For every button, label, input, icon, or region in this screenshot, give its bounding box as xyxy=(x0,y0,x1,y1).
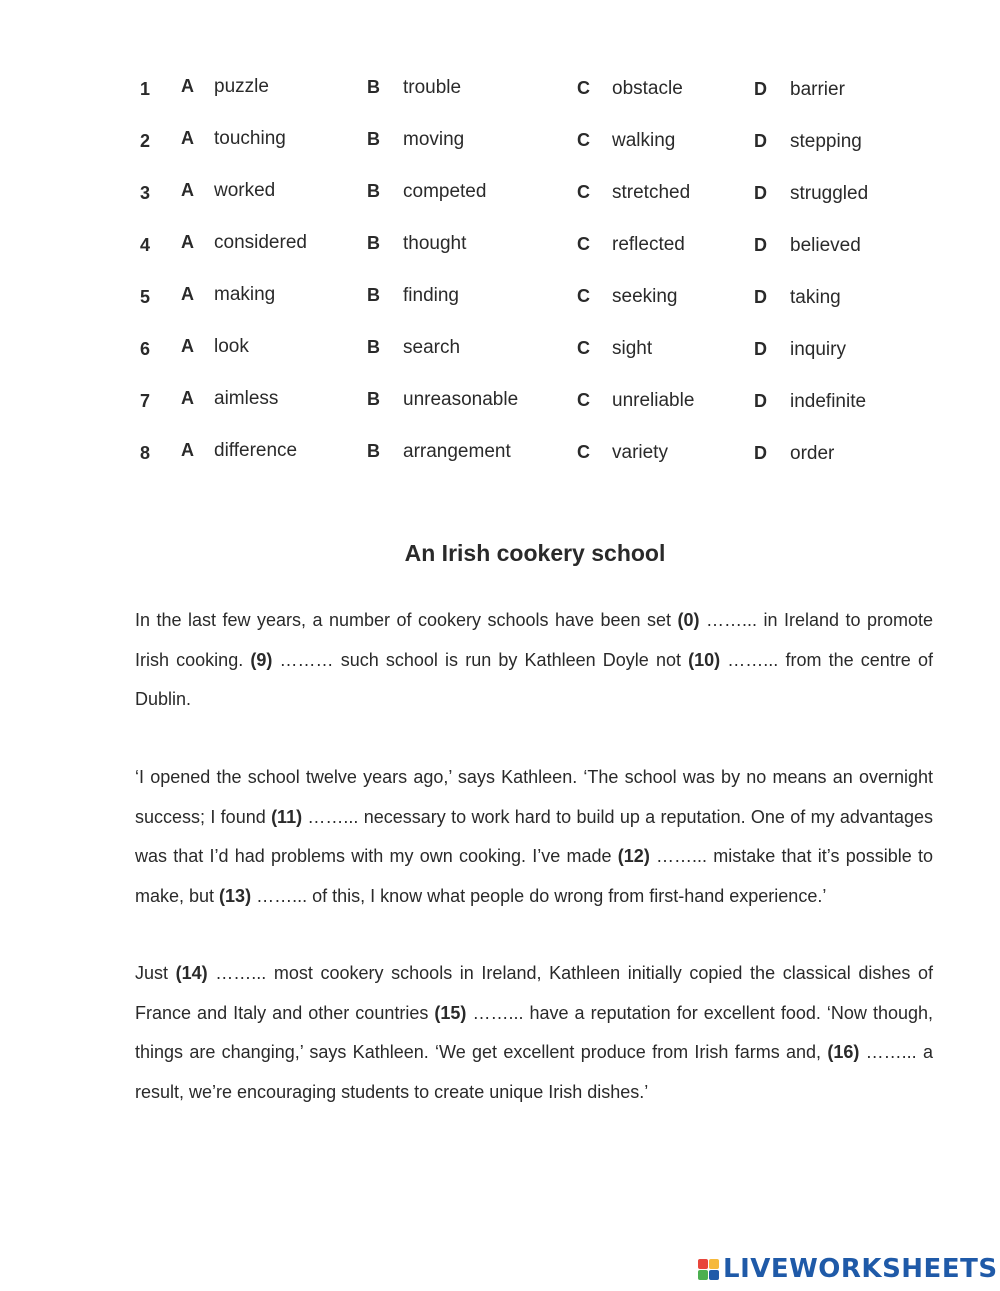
article-title: An Irish cookery school xyxy=(404,540,666,566)
option-text[interactable]: inquiry xyxy=(790,339,846,360)
option-letter: B xyxy=(367,389,380,409)
gap-12-label: (12) xyxy=(617,846,650,866)
option-letter: D xyxy=(754,339,767,359)
option-letter: C xyxy=(577,78,590,98)
option-text[interactable]: reflected xyxy=(612,234,685,255)
option-text[interactable]: search xyxy=(403,337,461,358)
option-letter: D xyxy=(754,183,767,203)
option-letter: B xyxy=(367,77,380,97)
gap-14-label: (14) xyxy=(175,963,208,983)
question-number: 1 xyxy=(140,79,151,99)
option-text[interactable]: order xyxy=(790,443,835,464)
option-letter: C xyxy=(577,442,590,462)
paragraph-1 xyxy=(135,601,933,720)
p1-text-1: In the last few years, a number of cookery schools have been set xyxy=(135,610,678,630)
p3-text-1: Just xyxy=(135,963,176,983)
option-letter: C xyxy=(577,338,590,358)
option-text[interactable]: obstacle xyxy=(612,78,683,99)
p1-text-3: ……… such school is run by Kathleen Doyle not xyxy=(272,649,689,670)
option-text[interactable]: considered xyxy=(214,232,307,253)
question-row xyxy=(0,128,1000,158)
option-text[interactable]: making xyxy=(214,284,276,305)
p1-text-4: ……... from the centre of Dublin. xyxy=(135,649,933,709)
option-text[interactable]: trouble xyxy=(403,77,462,98)
option-text[interactable]: unreliable xyxy=(612,390,695,411)
option-letter: B xyxy=(367,285,380,305)
p3-text-4: ……... a result, we’re encouraging students to create unique Irish dishes.’ xyxy=(135,1042,934,1102)
question-row xyxy=(0,284,1000,314)
option-letter: B xyxy=(367,441,380,461)
option-letter: A xyxy=(181,388,194,408)
question-row xyxy=(0,76,1000,106)
option-text[interactable]: barrier xyxy=(790,79,845,100)
question-number: 6 xyxy=(140,339,151,359)
question-row xyxy=(0,336,1000,366)
question-row xyxy=(0,440,1000,470)
option-letter: A xyxy=(181,128,194,148)
option-letter: B xyxy=(367,337,380,357)
option-letter: D xyxy=(754,235,767,255)
gap-11-label: (11) xyxy=(271,806,303,827)
option-letter: A xyxy=(181,76,194,96)
option-text[interactable]: stretched xyxy=(612,182,691,203)
option-text[interactable]: finding xyxy=(403,285,459,306)
p3-text-3: ……... have a reputation for excellent food. ‘Now though, things are changing,’ says Kathleen. ‘We get excellent produce from Irish farms and, xyxy=(135,1002,933,1062)
gap-15-label: (15) xyxy=(434,1002,467,1023)
option-letter: C xyxy=(577,234,590,254)
option-letter: B xyxy=(367,129,380,149)
option-text[interactable]: seeking xyxy=(612,286,678,307)
option-letter: C xyxy=(577,286,590,306)
option-text[interactable]: moving xyxy=(403,129,465,150)
gap-0-label: (0) xyxy=(677,610,700,630)
question-row xyxy=(0,180,1000,210)
option-letter: C xyxy=(577,182,590,202)
question-row xyxy=(0,388,1000,418)
question-number: 2 xyxy=(140,131,151,151)
option-text[interactable]: arrangement xyxy=(403,441,511,462)
option-text[interactable]: thought xyxy=(403,233,467,254)
option-text[interactable]: believed xyxy=(790,235,861,256)
question-number: 3 xyxy=(140,183,151,203)
option-letter: B xyxy=(367,233,380,253)
option-letter: A xyxy=(181,336,194,356)
option-text[interactable]: touching xyxy=(214,128,286,149)
option-text[interactable]: competed xyxy=(403,181,487,202)
option-letter: D xyxy=(754,287,767,307)
option-text[interactable]: look xyxy=(214,336,249,357)
option-letter: A xyxy=(181,232,194,252)
paragraph-2 xyxy=(135,758,933,916)
option-text[interactable]: sight xyxy=(612,338,653,359)
option-letter: B xyxy=(367,181,380,201)
p2-text-3: ……... mistake that it’s possible to make, but xyxy=(135,846,933,906)
option-letter: C xyxy=(577,390,590,410)
p2-text-4: ……... of this, I know what people do wrong from first-hand experience.’ xyxy=(251,885,827,906)
option-text[interactable]: stepping xyxy=(790,131,862,152)
option-letter: D xyxy=(754,391,767,411)
p1-text-2: ……... in Ireland to promote Irish cooking. xyxy=(135,610,933,670)
gap-9-label: (9) xyxy=(250,649,273,670)
option-letter: D xyxy=(754,443,767,463)
option-text[interactable]: puzzle xyxy=(214,76,269,97)
option-text[interactable]: variety xyxy=(612,442,668,463)
p2-text-2: ……... necessary to work hard to build up a reputation. One of my advantages was that I’d had problems with my own cooking. I’ve made xyxy=(135,806,933,866)
option-text[interactable]: struggled xyxy=(790,183,869,204)
gap-16-label: (16) xyxy=(827,1042,860,1062)
question-number: 8 xyxy=(140,443,151,463)
paragraph-3 xyxy=(135,954,933,1112)
p3-text-2: ……... most cookery schools in Ireland, Kathleen initially copied the classical dishes of France and Italy and other countries xyxy=(135,963,933,1023)
option-text[interactable]: unreasonable xyxy=(403,389,519,410)
option-letter: C xyxy=(577,130,590,150)
option-text[interactable]: worked xyxy=(214,180,276,201)
option-text[interactable]: walking xyxy=(612,130,676,151)
p2-text-1: ‘I opened the school twelve years ago,’ says Kathleen. ‘The school was by no means an overnight success; I found xyxy=(135,767,933,827)
option-text[interactable]: aimless xyxy=(214,388,279,409)
option-text[interactable]: difference xyxy=(214,440,298,461)
question-row xyxy=(0,232,1000,262)
question-number: 7 xyxy=(140,391,151,411)
liveworksheets-logo[interactable] xyxy=(698,1252,998,1286)
option-letter: D xyxy=(754,79,767,99)
gap-10-label: (10) xyxy=(688,649,721,670)
brand-name: LIVEWORKSHEETS xyxy=(723,1254,998,1284)
gap-13-label: (13) xyxy=(219,885,252,906)
logo-mark-icon xyxy=(698,1259,719,1280)
question-number: 5 xyxy=(140,287,151,307)
option-letter: A xyxy=(181,440,194,460)
option-letter: A xyxy=(181,180,194,200)
option-letter: A xyxy=(181,284,194,304)
option-letter: D xyxy=(754,131,767,151)
option-text[interactable]: taking xyxy=(790,287,841,308)
question-number: 4 xyxy=(140,235,151,255)
option-text[interactable]: indefinite xyxy=(790,391,867,412)
